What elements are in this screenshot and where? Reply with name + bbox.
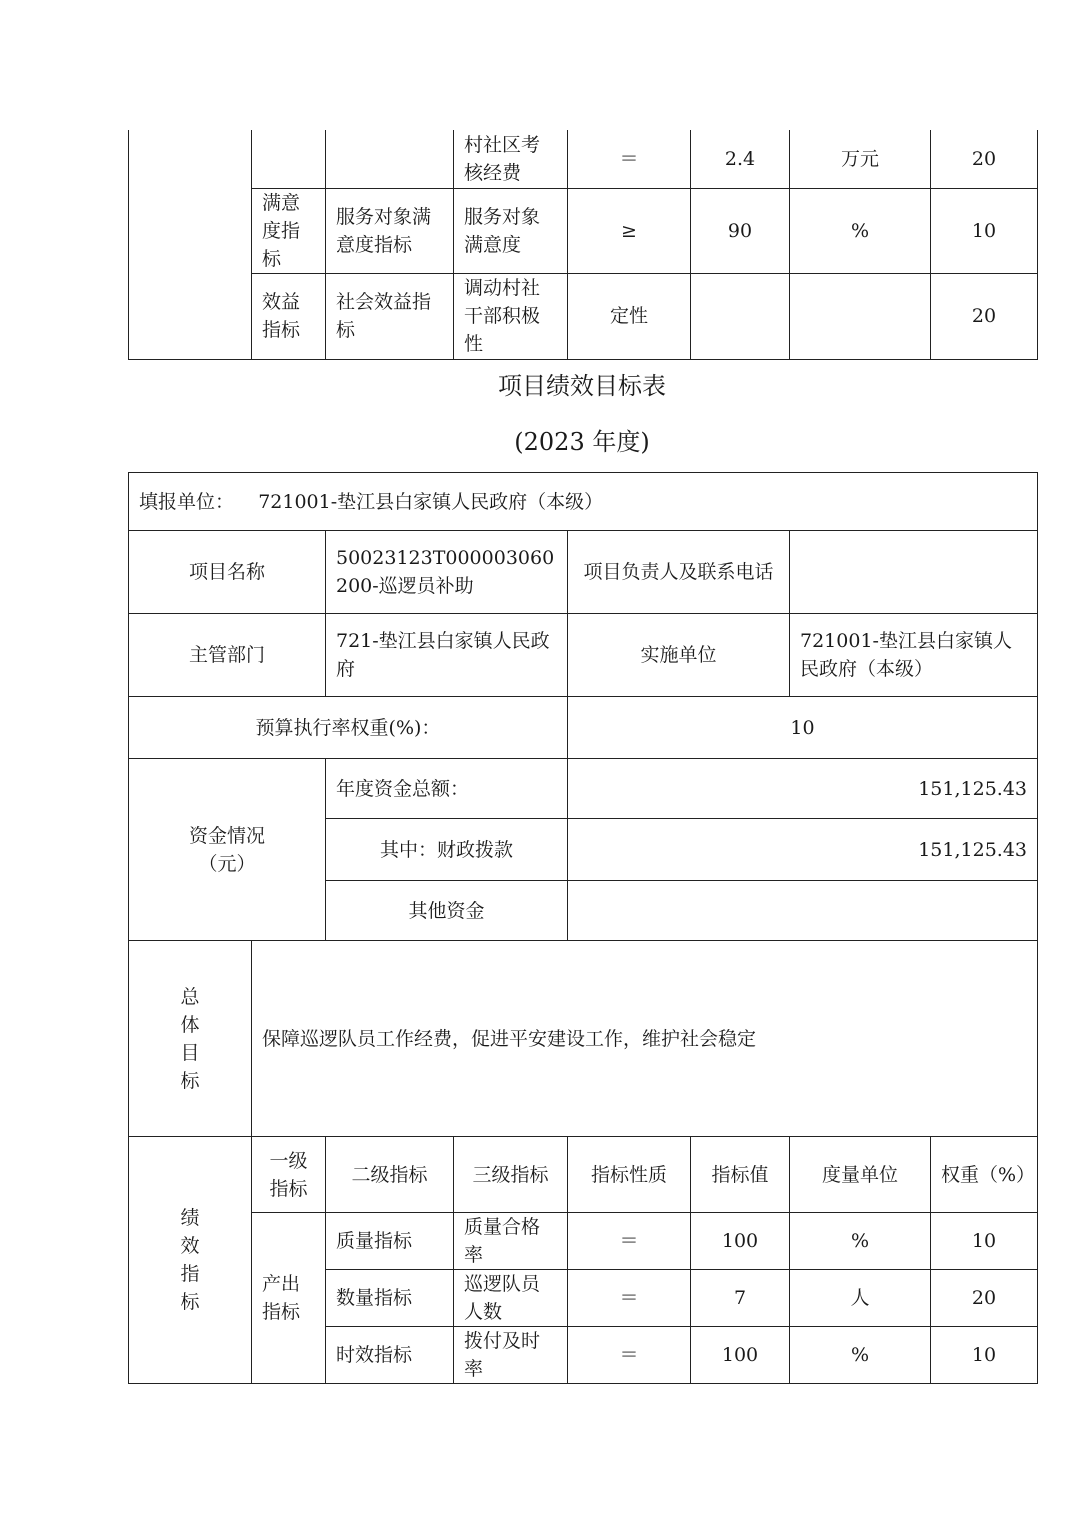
cell-unit: 万元 [790, 130, 931, 188]
cell-level2: 数量指标 [326, 1270, 454, 1327]
header-value: 指标值 [691, 1137, 790, 1213]
budget-rate-value: 10 [568, 697, 1038, 759]
cell-level2: 服务对象满意度指标 [326, 188, 454, 273]
table-row [129, 1137, 1038, 1213]
cell-level2: 时效指标 [326, 1327, 454, 1384]
page-subtitle: (2023 年度) [514, 428, 650, 456]
goal-label [129, 941, 252, 1137]
cell-op: ＝ [568, 130, 691, 188]
perf-label [129, 1137, 252, 1384]
page-title: 项目绩效目标表 [498, 372, 666, 400]
cell-op: ＝ [568, 1327, 691, 1384]
budget-rate-label: 预算执行率权重(%)： [129, 697, 568, 759]
cell-indicator: 拨付及时率 [454, 1327, 568, 1384]
cell-weight: 20 [931, 130, 1038, 188]
header-weight: 权重（%） [931, 1137, 1038, 1213]
cell-indicator: 服务对象满意度 [454, 188, 568, 273]
funds-fiscal-value: 151,125.43 [568, 819, 1038, 881]
cell-level1 [252, 130, 326, 188]
table-row [129, 188, 1038, 273]
cell-weight: 10 [931, 1327, 1038, 1384]
table-row [129, 531, 1038, 614]
cell-weight: 20 [931, 1270, 1038, 1327]
cell-unit: % [790, 1327, 931, 1384]
table-row [129, 614, 1038, 697]
reporting-unit-label: 填报单位： [139, 490, 235, 513]
cell-unit: % [790, 188, 931, 273]
cell-level2: 社会效益指标 [326, 273, 454, 359]
output-label: 产出指标 [252, 1213, 326, 1384]
header-level2: 二级指标 [326, 1137, 454, 1213]
cell-indicator: 调动村社干部积极性 [454, 273, 568, 359]
table-row [129, 941, 1038, 1137]
header-unit: 度量单位 [790, 1137, 931, 1213]
header-nature: 指标性质 [568, 1137, 691, 1213]
cell-indicator: 村社区考核经费 [454, 130, 568, 188]
dept-value: 721-垫江县白家镇人民政府 [326, 614, 568, 697]
goal-label-text: 总体目标 [180, 985, 200, 1092]
reporting-unit-cell [129, 473, 1038, 531]
table-row [129, 473, 1038, 531]
funds-other-label: 其他资金 [326, 881, 568, 941]
funds-total-value: 151,125.43 [568, 759, 1038, 819]
cell-weight: 10 [931, 188, 1038, 273]
cell-value: 100 [691, 1327, 790, 1384]
contact-label: 项目负责人及联系电话 [568, 531, 790, 614]
continuation-table [128, 130, 1038, 360]
funds-total-label: 年度资金总额： [326, 759, 568, 819]
header-level3: 三级指标 [454, 1137, 568, 1213]
funds-fiscal-label: 其中：财政拨款 [326, 819, 568, 881]
cell-op: 定性 [568, 273, 691, 359]
cell-op: ＝ [568, 1270, 691, 1327]
cell-op: ≥ [568, 188, 691, 273]
cell-level1: 满意度指标 [252, 188, 326, 273]
cell-unit [790, 273, 931, 359]
contact-value [790, 531, 1038, 614]
funds-other-value [568, 881, 1038, 941]
cell-value: 100 [691, 1213, 790, 1270]
table-row [129, 130, 1038, 188]
impl-value: 721001-垫江县白家镇人民政府（本级） [790, 614, 1038, 697]
cell-unit: 人 [790, 1270, 931, 1327]
cell-indicator: 质量合格率 [454, 1213, 568, 1270]
cell-value: 7 [691, 1270, 790, 1327]
table-row [129, 697, 1038, 759]
cell-weight: 10 [931, 1213, 1038, 1270]
dept-label: 主管部门 [129, 614, 326, 697]
header-level1: 一级指标 [252, 1137, 326, 1213]
cell-blank [129, 130, 252, 359]
table-row [129, 273, 1038, 359]
impl-label: 实施单位 [568, 614, 790, 697]
cell-level2: 质量指标 [326, 1213, 454, 1270]
project-name-value: 50023123T000003060200-巡逻员补助 [326, 531, 568, 614]
performance-target-table [128, 472, 1038, 1384]
table-row [129, 1213, 1038, 1270]
goal-text: 保障巡逻队员工作经费，促进平安建设工作，维护社会稳定 [252, 941, 1038, 1137]
funds-label [129, 759, 326, 941]
cell-level2 [326, 130, 454, 188]
perf-label-text: 绩效指标 [180, 1207, 200, 1313]
cell-unit: % [790, 1213, 931, 1270]
cell-level1: 效益指标 [252, 273, 326, 359]
cell-value: 2.4 [691, 130, 790, 188]
cell-indicator: 巡逻队员人数 [454, 1270, 568, 1327]
cell-value [691, 273, 790, 359]
project-name-label: 项目名称 [129, 531, 326, 614]
cell-weight: 20 [931, 273, 1038, 359]
funds-label-text: 资金情况（元） [188, 824, 265, 875]
reporting-unit-value: 721001-垫江县白家镇人民政府（本级） [258, 490, 604, 513]
cell-op: ＝ [568, 1213, 691, 1270]
table-row [129, 759, 1038, 819]
cell-value: 90 [691, 188, 790, 273]
